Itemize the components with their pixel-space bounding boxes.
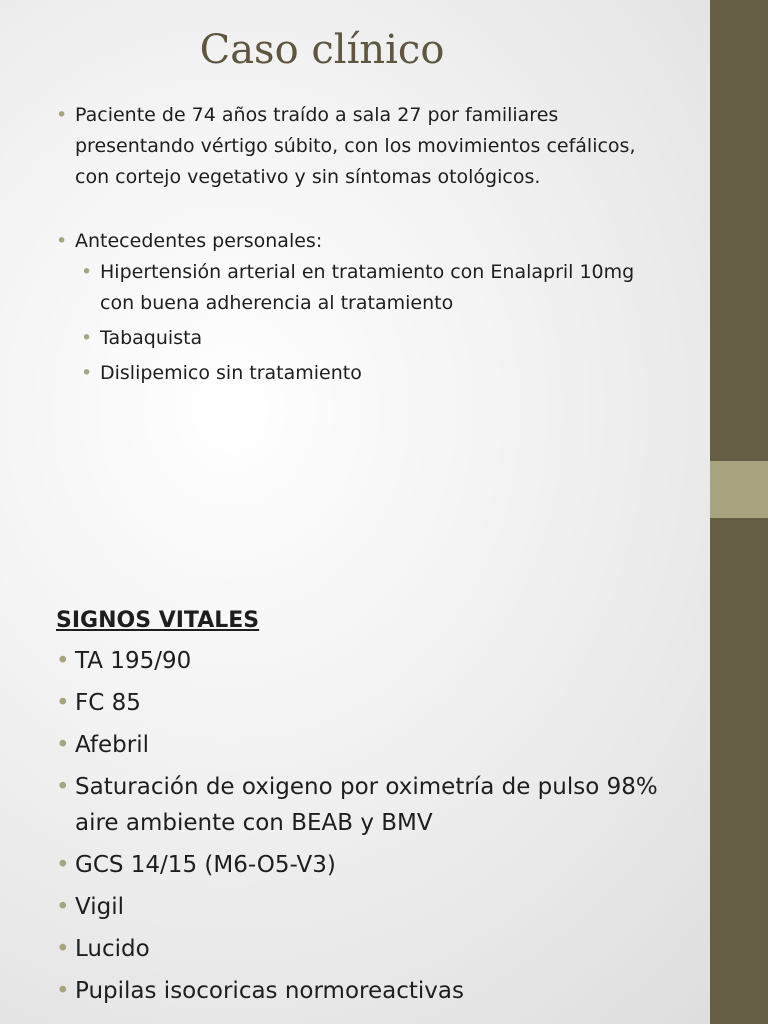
vitals-item-temp: • Afebril	[56, 727, 696, 763]
vitals-heading: SIGNOS VITALES	[56, 608, 260, 633]
history-sublist-wrapper	[56, 257, 656, 389]
case-list	[56, 100, 656, 389]
spacer	[56, 193, 656, 226]
vitals-section	[56, 604, 696, 1015]
history-item-dyslipidemia: • Dislipemico sin tratamiento	[81, 358, 656, 389]
vitals-item-fc: • FC 85	[56, 685, 696, 721]
vitals-item-pupils: • Pupilas isocoricas normoreactivas	[56, 973, 696, 1009]
presentation-bullet: • Paciente de 74 años traído a sala 27 por familiares presentando vértigo súbito, con los movimientos cefálicos, con cortejo vegetativo y sin síntomas otológicos.	[56, 100, 656, 193]
vitals-list	[56, 643, 696, 1009]
history-item-hypertension: • Hipertensión arterial en tratamiento con Enalapril 10mg con buena adherencia al tratamiento	[81, 257, 656, 319]
history-sublist	[56, 257, 656, 389]
case-section	[56, 100, 656, 393]
vitals-item-spo2: • Saturación de oxigeno por oximetría de pulso 98% aire ambiente con BEAB y BMV	[56, 769, 696, 841]
vitals-item-lucido: • Lucido	[56, 931, 696, 967]
history-label: • Antecedentes personales:	[56, 226, 656, 257]
history-item-smoker: • Tabaquista	[81, 323, 656, 354]
slide-title: Caso clínico	[199, 27, 445, 73]
vitals-item-ta: • TA 195/90	[56, 643, 696, 679]
vitals-item-vigil: • Vigil	[56, 889, 696, 925]
vitals-item-gcs: • GCS 14/15 (M6-O5-V3)	[56, 847, 696, 883]
sidebar-accent-block	[710, 461, 768, 518]
